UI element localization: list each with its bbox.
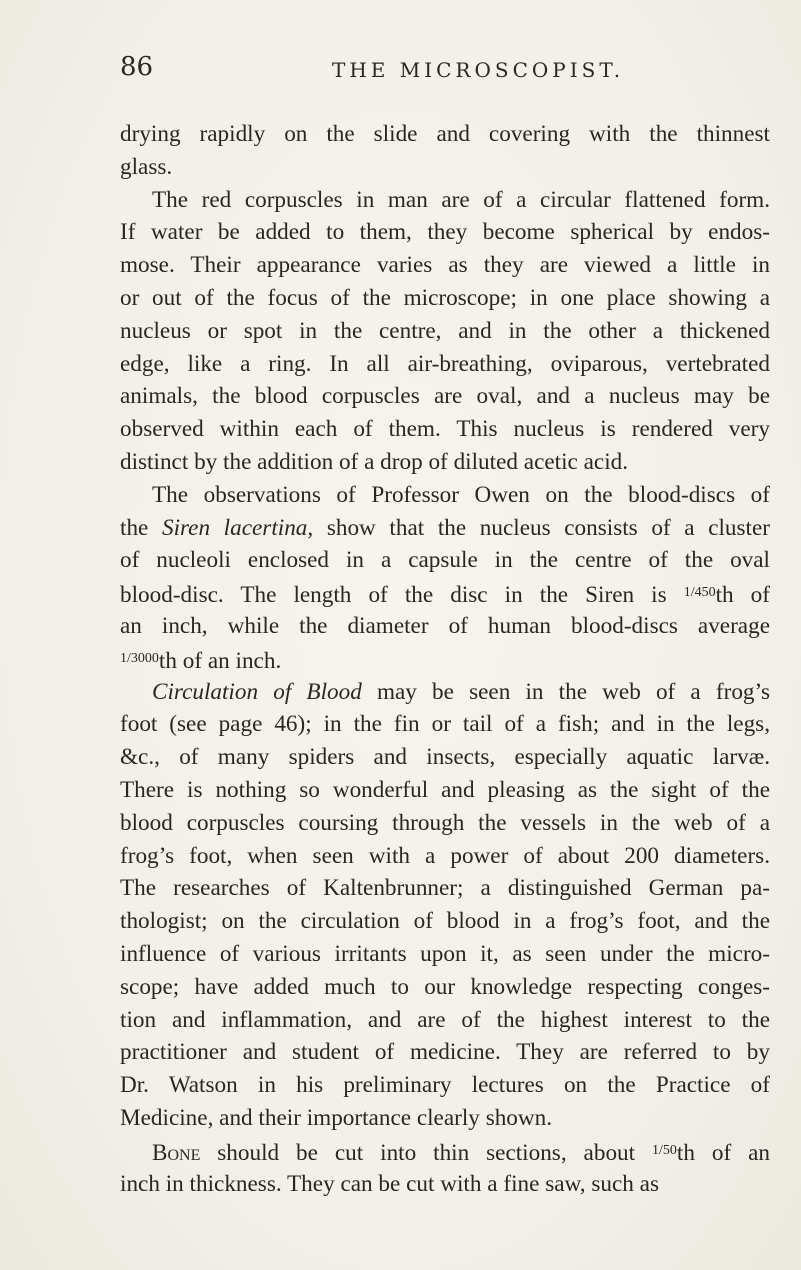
italic-heading: Circulation of Blood	[152, 678, 362, 705]
line-text: show that the nucleus consists of a cluster	[313, 514, 770, 541]
text-line	[120, 315, 770, 348]
text-line	[120, 840, 770, 873]
text-line	[120, 676, 770, 709]
line-text: thologist; on the circulation of blood in a frog’s foot, and the	[120, 908, 770, 935]
fraction: 1/50	[652, 1142, 677, 1158]
line-text: There is nothing so wonderful and pleasing as the sight of the	[120, 776, 770, 803]
text-line	[120, 282, 770, 315]
text-line	[120, 1135, 770, 1168]
text-line	[120, 380, 770, 413]
text-line	[120, 807, 770, 840]
line-text: mose. Their appearance varies as they are viewed a little in	[120, 252, 770, 279]
text-line	[120, 184, 770, 217]
text-line	[120, 479, 770, 512]
text-line	[120, 216, 770, 249]
line-text: drying rapidly on the slide and covering with the thinnest	[120, 121, 770, 147]
line-text: blood-disc. The length of the disc in the Siren is	[120, 582, 684, 609]
page-header	[120, 52, 741, 88]
line-text: th of an inch.	[158, 647, 282, 674]
text-line	[120, 971, 770, 1004]
text-line	[120, 1069, 770, 1102]
line-text: practitioner and student of medicine. They are referred to by	[120, 1039, 770, 1066]
line-text: The red corpuscles in man are of a circular flattened form.	[152, 186, 770, 213]
text-line	[120, 446, 770, 479]
text-line	[120, 1036, 770, 1069]
text-line	[120, 151, 770, 184]
line-text: frog’s foot, when seen with a power of about 200 diameters.	[120, 842, 770, 869]
line-text: or out of the focus of the microscope; in one place showing a	[120, 284, 770, 311]
fraction: 1/3000	[120, 650, 159, 666]
text-line	[120, 544, 770, 577]
line-text: The observations of Professor Owen on the blood-discs of	[152, 481, 770, 508]
text-line	[120, 348, 770, 381]
text-line	[120, 249, 770, 282]
small-caps-word: Bone	[152, 1139, 201, 1166]
running-head: THE MICROSCOPIST.	[332, 58, 625, 82]
line-text: the	[120, 514, 162, 541]
line-text: observed within each of them. This nucleus is rendered very	[120, 416, 770, 443]
text-line	[120, 1168, 770, 1201]
text-line	[120, 1004, 770, 1037]
line-text: &c., of many spiders and insects, especially aquatic larvæ.	[120, 744, 770, 771]
fraction: 1/450	[683, 585, 716, 601]
text-line	[120, 938, 770, 971]
line-text: glass.	[120, 153, 173, 180]
line-text: Dr. Watson in his preliminary lectures on the Practice of	[120, 1072, 770, 1099]
line-text: th of an	[676, 1139, 770, 1166]
line-text: foot (see page 46); in the fin or tail of a fish; and in the legs,	[120, 711, 770, 738]
line-text: may be seen in the web of a frog’s	[361, 678, 770, 705]
text-line	[120, 872, 770, 905]
line-text: nucleus or spot in the centre, and in the other a thickened	[120, 317, 770, 344]
line-text: scope; have added much to our knowledge respecting conges-	[120, 973, 770, 1000]
line-text: should be cut into thin sections, about	[200, 1139, 652, 1166]
text-line	[120, 774, 770, 807]
text-line	[120, 741, 770, 774]
line-text: th of	[715, 582, 770, 609]
text-line	[120, 708, 770, 741]
page-number: 86	[120, 52, 154, 82]
text-line	[120, 118, 770, 151]
line-text: distinct by the addition of a drop of diluted acetic acid.	[120, 448, 629, 475]
line-text: animals, the blood corpuscles are oval, and a nucleus may be	[120, 383, 770, 410]
text-line	[120, 577, 770, 610]
line-text: blood corpuscles coursing through the vessels in the web of a	[120, 809, 770, 836]
line-text: inch in thickness. They can be cut with a fine saw, such as	[120, 1170, 659, 1197]
text-line	[120, 413, 770, 446]
italic-term: Siren lacertina,	[161, 514, 314, 541]
body-text	[120, 118, 770, 1200]
text-line	[120, 512, 770, 545]
text-line	[120, 610, 770, 643]
line-text: an inch, while the diameter of human blood-discs average	[120, 612, 770, 639]
line-text: Medicine, and their importance clearly shown.	[120, 1104, 553, 1131]
line-text: of nucleoli enclosed in a capsule in the centre of the oval	[120, 547, 770, 574]
line-text: influence of various irritants upon it, as seen under the micro-	[120, 940, 770, 967]
line-text: The researches of Kaltenbrunner; a distinguished German pa-	[120, 875, 770, 902]
line-text: tion and inflammation, and are of the highest interest to the	[120, 1006, 770, 1033]
text-line	[120, 643, 770, 676]
text-line	[120, 905, 770, 938]
line-text: If water be added to them, they become spherical by endos-	[120, 219, 770, 246]
text-line	[120, 1102, 770, 1135]
line-text: edge, like a ring. In all air-breathing, oviparous, vertebrated	[120, 350, 770, 377]
